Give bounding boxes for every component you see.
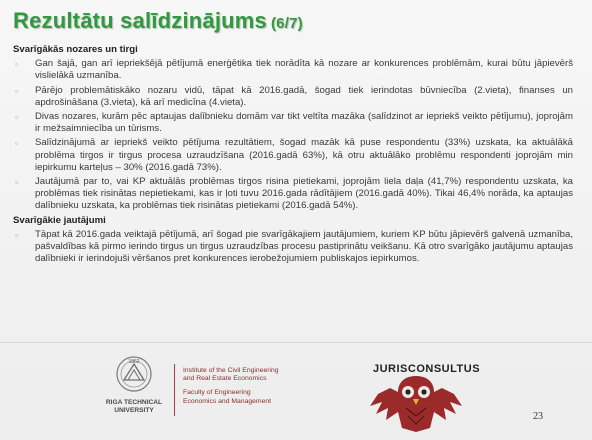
bullet-item: ▫ Gan šajā, gan arī iepriekšējā pētījumā enerģētika tiek norādīta kā nozare ar konkurences problēmām, kurai būtu jāpievērš vislielākā uzmanība. [13,58,573,82]
footer-vertical-divider [174,364,175,416]
faculty-line2: Economics and Management [183,397,272,405]
rtu-logo-year: 1862 [128,359,140,365]
rtu-name-line1: RIGA TECHNICAL [105,399,163,406]
bullet-item: ▫ Divas nozares, kurām pēc aptaujas dalībnieku domām var tikt veltīta mazāka (salīdzinot ar iepriekš veikto pētījumu), joprojām ir mežsaimniecība un tūrisms. [13,111,573,135]
institute-text [183,367,333,406]
section-heading-industries: Svarīgākās nozares un tirgi [13,44,138,55]
page-number: 23 [533,411,543,422]
slide-title-main: Rezultātu salīdzinājums [13,8,267,33]
footer-divider [0,342,592,343]
slide-title [13,8,303,34]
rtu-name-line2: UNIVERSITY [114,407,154,414]
faculty-line1: Faculty of Engineering [183,389,251,397]
institute-line2: and Real Estate Economics [183,375,267,383]
institute-line1: Institute of the Civil Engineering [183,367,279,374]
slide-content [13,44,573,267]
bullet-item: ▫ Pārējo problemātiskāko nozaru vidū, tāpat kā 2016.gadā, šogad tiek ierindotas būvniecība (2.vieta), finanses un apdrošināšana (3.vieta), kā arī medicīna (4.vieta). [13,85,573,109]
bullet-item: ▫ Jautājumā par to, vai KP aktuālās problēmas tirgos risina pietiekami, joprojām liela daļa (41,7%) respondentu uzskata, ka problēmas tiek risinātas nepietiekami, kas ir ļoti tuvu 2016.gada rādītājiem (2016.gadā 40%). Tikai 46,4% norāda, ka aptaujas dalībnieku uzskata, ka problēmas tiek risinātas pietiekami (2016.gadā 54%). [13,176,573,213]
slide-title-page-indicator: (6/7) [270,15,303,32]
jurisconsultus-name: JURISCONSULTUS [373,363,481,375]
rtu-name [98,399,170,415]
section-heading-key-issues: Svarīgākie jautājumi [13,214,106,226]
bullet-item: ▫ Tāpat kā 2016.gada veiktajā pētījumā, arī šogad pie svarīgākajiem jautājumiem, kuriem KP būtu jāpievērš galvenā uzmanība, pašvaldības kā pirmo ierindo tirgus un tirgus uzraudzības procesu pastiprinātu veikšanu. Kā otro svarīgāko jautājumu aptaujas dalībnieki ir ierindojuši vēršanos pret konkurences ierobežojumiem publiskajos iepirkumos. [13,229,573,266]
bullet-item: ▫ Salīdzinājumā ar iepriekš veikto pētījuma rezultātiem, šogad mazāk kā puse respondentu (33%) uzskata, ka aktuālākā problēma tirgos ir tirgus procesa uzraudzīšana (2016.gadā 63%), kā otru aktuālāko problēmu respondenti joprojām min iepirkumu karteļus – 30% (2016.gadā 73%). [13,137,573,174]
owl-logo-icon [368,372,464,434]
